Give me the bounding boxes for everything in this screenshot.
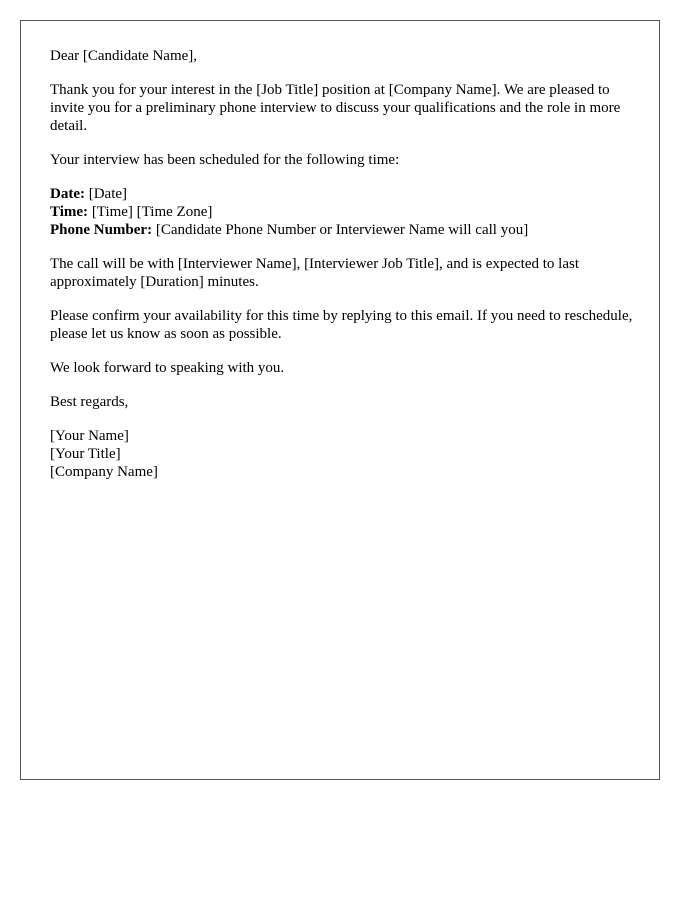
letter-body [50,47,636,497]
signature-name: [Your Name] [50,428,129,444]
signature-company: [Company Name] [50,464,158,480]
phone-line [50,221,636,239]
time-label: Time: [50,204,89,220]
date-value: [Date] [84,186,128,202]
confirm-paragraph: Please confirm your availability for this time by replying to this email. If you need to reschedule, please let us know as soon as possible. [50,308,633,342]
greeting: Dear [Candidate Name], [50,48,198,64]
call-info-paragraph: The call will be with [Interviewer Name], [Interviewer Job Title], and is expected to last approximately [Duration] minutes. [50,256,579,290]
date-line [50,185,636,203]
signature-block [50,427,636,481]
phone-label: Phone Number: [50,222,153,238]
interview-details [50,185,636,239]
intro-paragraph: Thank you for your interest in the [Job Title] position at [Company Name]. We are pleased to invite you for a preliminary phone interview to discuss your qualifications and the role in more detail. [50,82,621,134]
letter-frame [20,20,660,780]
sign-off: Best regards, [50,394,129,410]
time-line [50,203,636,221]
schedule-intro: Your interview has been scheduled for the following time: [50,152,400,168]
time-value: [Time] [Time Zone] [88,204,213,220]
signature-title: [Your Title] [50,446,121,462]
closing-line: We look forward to speaking with you. [50,360,285,376]
phone-value: [Candidate Phone Number or Interviewer Name will call you] [152,222,529,238]
date-label: Date: [50,186,85,202]
